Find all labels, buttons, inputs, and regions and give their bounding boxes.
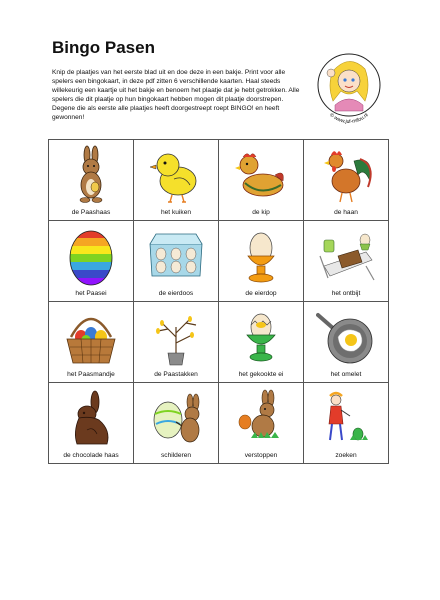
- painting-icon: [146, 388, 206, 448]
- card-label: verstoppen: [244, 452, 278, 459]
- juf-milou-logo: [313, 51, 385, 127]
- card-label: de haan: [334, 209, 358, 216]
- bingo-cell: [219, 302, 304, 383]
- breakfast-icon: [316, 226, 376, 286]
- bingo-cell: [304, 383, 389, 464]
- bingo-card-grid: [48, 139, 389, 464]
- card-label: de Paashaas: [71, 209, 111, 216]
- card-label: de Paastakken: [154, 371, 198, 378]
- card-label: zoeken: [335, 452, 357, 459]
- card-label: het Paasei: [75, 290, 107, 297]
- bingo-cell: [134, 302, 219, 383]
- card-label: de eierdoos: [158, 290, 194, 297]
- egg-carton-icon: [146, 226, 206, 286]
- bingo-cell: [49, 302, 134, 383]
- card-label: het Paasmandje: [67, 371, 115, 378]
- searching-icon: [316, 388, 376, 448]
- chocolate-bunny-icon: [61, 388, 121, 448]
- page-title: Bingo Pasen: [52, 38, 155, 57]
- rooster-icon: [316, 145, 376, 205]
- bingo-cell: [304, 302, 389, 383]
- bingo-cell: [49, 383, 134, 464]
- bingo-cell: [49, 221, 134, 302]
- easter-branches-icon: [146, 307, 206, 367]
- card-label: het omelet: [330, 371, 362, 378]
- bingo-cell: [219, 221, 304, 302]
- card-label: het ontbijt: [331, 290, 361, 297]
- bingo-cell: [49, 140, 134, 221]
- easter-basket-icon: [61, 307, 121, 367]
- grid-row: [49, 302, 389, 383]
- bingo-cell: [219, 383, 304, 464]
- easter-egg-icon: [61, 226, 121, 286]
- hen-icon: [231, 145, 291, 205]
- bingo-cell: [219, 140, 304, 221]
- grid-row: [49, 221, 389, 302]
- bingo-cell: [304, 140, 389, 221]
- bingo-cell: [134, 140, 219, 221]
- logo-text: © www.juf-milou.nl: [328, 112, 370, 126]
- egg-cup-icon: [231, 226, 291, 286]
- bingo-cell: [134, 221, 219, 302]
- card-label: de chocolade haas: [63, 452, 119, 459]
- boiled-egg-icon: [231, 307, 291, 367]
- instructions-text: Knip de plaatjes van het eerste blad uit en doe deze in een bakje. Print voor alle spelers een bingokaart, in deze pdf zitten 6 verschillende kaarten. Haal steeds willekeurig een kaartje uit het bakje en benoem het plaatje dat je hebt getrokken. Alle spelers die dit plaatje op hun bingokaart hebben mogen dit plaatje doorstrepen. Degene die als eerste alle plaatjes heeft doorgestreept roept BINGO! en heeft gewonnen!: [52, 69, 300, 122]
- grid-row: [49, 140, 389, 221]
- bingo-cell: [134, 383, 219, 464]
- chick-icon: [146, 145, 206, 205]
- card-label: de eierdop: [245, 290, 277, 297]
- card-label: het kuiken: [160, 209, 192, 216]
- hiding-icon: [231, 388, 291, 448]
- card-label: schilderen: [160, 452, 192, 459]
- card-label: de kip: [252, 209, 270, 216]
- card-label: het gekookte ei: [238, 371, 284, 378]
- grid-row: [49, 383, 389, 464]
- omelet-icon: [316, 307, 376, 367]
- bingo-cell: [304, 221, 389, 302]
- easter-bunny-icon: [61, 145, 121, 205]
